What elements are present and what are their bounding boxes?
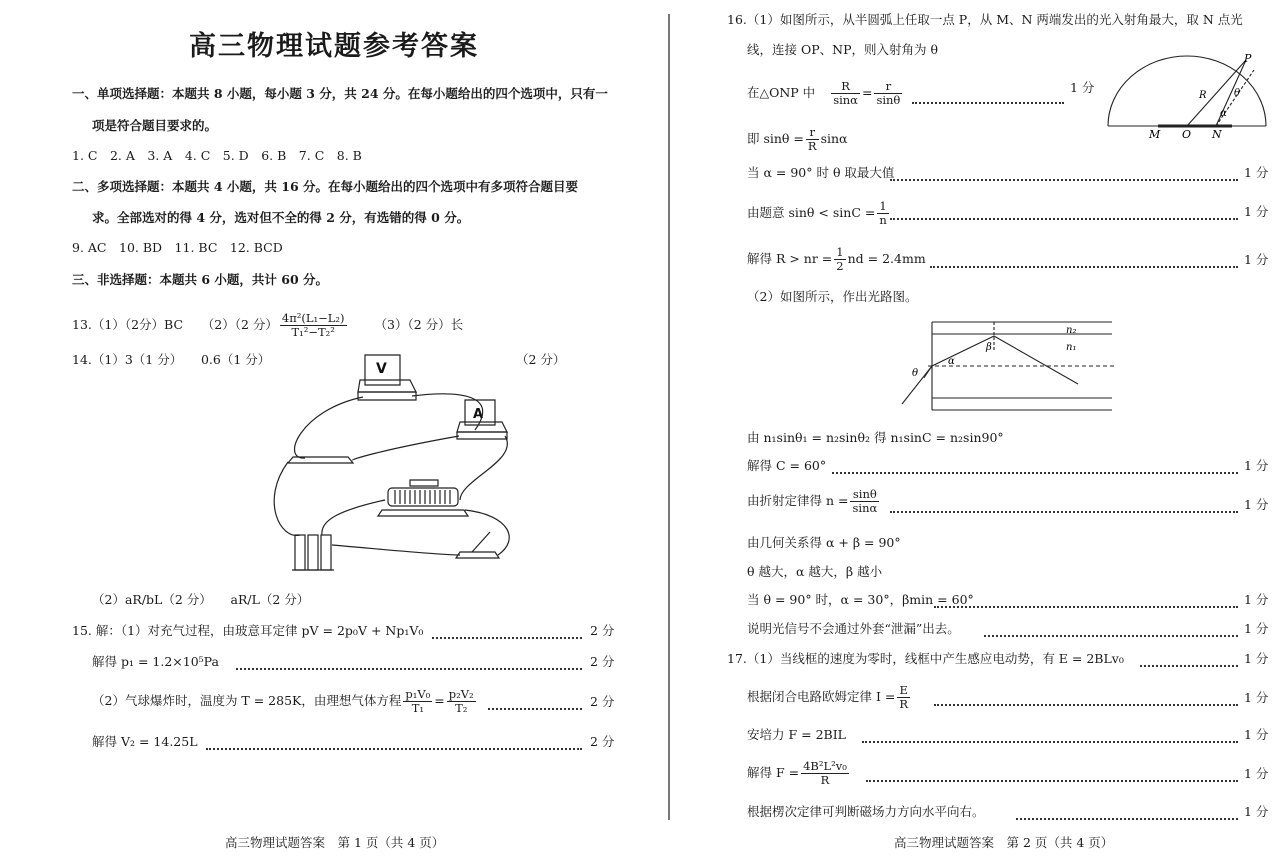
q16-line-4-text: 即 sinθ = — [747, 131, 804, 146]
leader-dots — [1140, 651, 1238, 667]
q16-fraction-5 — [834, 246, 845, 273]
q16-fraction-3-denominator: R — [807, 139, 817, 153]
q16-fraction-6-denominator: sinα — [852, 501, 878, 515]
label-alpha: α — [948, 356, 955, 367]
page-footer: 高三物理试题答案 第 1 页（共 4 页） — [225, 835, 445, 850]
q17-fraction-1 — [897, 684, 910, 711]
q15-line-4: 解得 V₂ = 14.25L — [92, 734, 198, 749]
leader-dots — [930, 252, 1238, 268]
q16-score-1: 1 分 — [1070, 80, 1095, 95]
q16-fraction-2-numerator: r — [874, 80, 902, 94]
leader-dots — [862, 727, 1238, 743]
q16-line-12: 由几何关系得 α + β = 90° — [747, 535, 901, 550]
q15-fraction-2-denominator: T₂ — [455, 701, 468, 715]
q16-fraction-2 — [874, 80, 902, 107]
q15-line-1: 15. 解：（1）对充气过程，由玻意耳定律 pV = 2p₀V + Np₁V₀ — [72, 623, 424, 638]
q16-line-5: 当 α = 90° 时 θ 取最大值 — [747, 165, 895, 180]
q17-line-3: 安培力 F = 2BIL — [747, 727, 846, 742]
incident-segment — [924, 366, 932, 378]
leader-dots — [866, 766, 1238, 782]
q16-fraction-6-numerator: sinθ — [850, 488, 879, 502]
q13-answer — [72, 312, 463, 339]
q16-fraction-6 — [850, 488, 879, 515]
leader-dots — [984, 621, 1238, 637]
q15-fraction-1-denominator: T₁ — [411, 701, 424, 715]
label-r: R — [1199, 90, 1207, 101]
label-beta: β — [986, 342, 992, 353]
leader-dots — [934, 690, 1238, 706]
wire — [274, 462, 300, 535]
section-2-line-1: 二、多项选择题：本题共 4 小题，共 16 分。在每小题给出的四个选项中有多项符合题目要 — [72, 179, 579, 194]
q16-fraction-5-denominator: 2 — [836, 259, 844, 273]
label-theta: θ — [912, 368, 919, 379]
q16-line-14: 当 θ = 90° 时，α = 30°，βmin = 60° — [747, 592, 974, 607]
q16-fraction-1 — [831, 80, 860, 107]
q17-line-4 — [747, 760, 851, 787]
q13-part-a: 13.（1）（2分）BC （2）（2 分） — [72, 317, 278, 332]
q15-score-3: 2 分 — [590, 694, 615, 709]
section-3-header: 三、非选择题：本题共 6 小题，共计 60 分。 — [72, 272, 329, 287]
wire — [353, 436, 459, 460]
leader-dots — [832, 458, 1238, 474]
q16-fraction-3-numerator: r — [806, 126, 819, 140]
q16-line-13: θ 越大，α 越大，β 越小 — [747, 564, 883, 579]
q16-score-2: 1 分 — [1244, 165, 1269, 180]
rheostat-icon — [378, 480, 468, 516]
q16-line-3-text: 在△ONP 中 — [747, 85, 816, 100]
q13-fraction — [280, 312, 347, 339]
q16-fraction-4-denominator: n — [879, 213, 887, 227]
circuit-diagram — [260, 350, 550, 580]
ammeter-label: A — [473, 407, 484, 422]
q16-line-3: 在△ONP 中 $\frac{R}{\sin\alpha}$ = $\frac{r}{\sin\theta}$ — [747, 79, 901, 107]
label-p: P — [1244, 52, 1252, 65]
q17-line-2 — [747, 684, 912, 711]
q16-fraction-5-numerator: 1 — [836, 245, 844, 259]
q17-fraction-2-denominator: R — [820, 773, 830, 787]
leader-dots — [890, 497, 1238, 513]
section-1-answers: 1. C 2. A 3. A 4. C 5. D 6. B 7. C 8. B — [72, 148, 362, 163]
leader-dots — [432, 623, 582, 639]
leader-dots — [488, 694, 582, 710]
q16-line-2: 线，连接 OP、NP，则入射角为 θ — [747, 42, 938, 57]
leader-dots — [890, 204, 1238, 220]
q16-line-6-text: 由题意 sinθ < sinC = — [747, 205, 876, 220]
q14-score: （2 分） — [516, 352, 566, 367]
q16-line-11-text: 由折射定律得 n = — [747, 493, 849, 508]
label-alpha: α — [1220, 108, 1227, 119]
wire — [322, 500, 385, 535]
page-2 — [672, 0, 1283, 861]
q16-line-7 — [747, 246, 926, 273]
q16-fraction-2-denominator: sinθ — [876, 93, 901, 107]
q17-score-3: 1 分 — [1244, 727, 1269, 742]
q17-line-2-text: 根据闭合电路欧姆定律 I = — [747, 689, 896, 704]
q17-line-5: 根据楞次定律可判断磁场力方向水平向右。 — [747, 804, 985, 819]
q13-fraction-numerator: 4π²(L₁−L₂) — [281, 311, 345, 325]
switch-icon — [456, 532, 499, 558]
q15-line-3-text: （2）气球爆炸时，温度为 T = 285K，由理想气体方程 — [92, 693, 402, 708]
wire — [332, 545, 460, 555]
q17-score-4: 1 分 — [1244, 766, 1269, 781]
semicircle-figure — [1104, 50, 1270, 142]
q14-part-2: （2）aR/bL（2 分） aR/L（2 分） — [92, 592, 310, 607]
q15-line-2: 解得 p₁ = 1.2×10⁵Pa — [92, 654, 219, 669]
q15-score-2: 2 分 — [590, 654, 615, 669]
label-n1: n₁ — [1066, 342, 1077, 353]
section-1-line-2: 项是符合题目要求的。 — [92, 118, 218, 133]
resistor-strip-icon — [288, 457, 353, 463]
q16-score-5: 1 分 — [1244, 458, 1269, 473]
label-m: M — [1149, 128, 1161, 141]
q16-score-6: 1 分 — [1244, 497, 1269, 512]
page-divider — [668, 14, 670, 820]
q16-line-11 — [747, 488, 881, 515]
semicircle-arc — [1108, 56, 1266, 126]
wire — [465, 510, 509, 555]
leader-dots — [1016, 804, 1238, 820]
section-1-line-1: 一、单项选择题：本题共 8 小题，每小题 3 分，共 24 分。在每小题给出的四个选项中，只有一 — [72, 86, 608, 101]
q15-fraction-1 — [403, 688, 432, 715]
q17-line-4-text: 解得 F = — [747, 765, 800, 780]
q16-line-10: 解得 C = 60° — [747, 458, 827, 473]
q15-line-3: （2）气球爆炸时，温度为 T = 285K，由理想气体方程 $\frac{\text{p₁V₀}}{\text{T₁}}$ = $\frac{\text{p₂V₂}}{\text{T₂}}$ — [92, 687, 474, 715]
q17-line-1: 17.（1）当线框的速度为零时，线框中产生感应电动势，有 E = 2BLv₀ — [727, 651, 1124, 666]
leader-dots — [934, 592, 1238, 608]
q16-line-6 — [747, 200, 891, 227]
q16-line-9: 由 n₁sinθ₁ = n₂sinθ₂ 得 n₁sinC = n₂sin90° — [747, 430, 1004, 445]
q16-line-15: 说明光信号不会通过外套“泄漏”出去。 — [747, 621, 960, 636]
q15-fraction-2 — [447, 688, 476, 715]
leader-dots — [890, 165, 1238, 181]
q16-fraction-4-numerator: 1 — [877, 200, 888, 214]
q16-line-1: 16.（1）如图所示，从半圆弧上任取一点 P，从 M、N 两端发出的光入射角最大，取 N 点光 — [727, 12, 1243, 27]
q17-score-1: 1 分 — [1244, 651, 1269, 666]
section-2-line-2: 求。全部选对的得 4 分，选对但不全的得 2 分，有选错的得 0 分。 — [92, 210, 470, 225]
leader-dots — [236, 654, 582, 670]
q16-fraction-3 — [806, 126, 819, 153]
q16-line-7-suffix: nd = 2.4mm — [847, 251, 926, 266]
q16-line-7-text: 解得 R > nr = — [747, 251, 833, 266]
leader-dots — [912, 88, 1064, 104]
wire — [460, 436, 507, 500]
q16-line-4-suffix: sinα — [820, 131, 848, 146]
voltmeter-label: V — [376, 361, 387, 377]
q13-fraction-denominator: T₁²−T₂² — [291, 325, 335, 339]
q15-score-1: 2 分 — [590, 623, 615, 638]
q16-fraction-1-denominator: sinα — [833, 93, 858, 107]
q17-score-5: 1 分 — [1244, 804, 1269, 819]
label-n2: n₂ — [1066, 325, 1077, 336]
q16-fraction-4 — [877, 200, 888, 227]
q15-fraction-2-numerator: p₂V₂ — [448, 687, 474, 701]
page-title: 高三物理试题参考答案 — [189, 31, 479, 62]
q14-part-1: 14.（1）3（1 分） 0.6（1 分） — [72, 352, 271, 367]
leader-dots — [206, 734, 582, 750]
q17-fraction-2 — [801, 760, 849, 787]
label-o: O — [1182, 128, 1192, 141]
q16-score-3: 1 分 — [1244, 204, 1269, 219]
wire — [295, 397, 363, 458]
q16-line-8: （2）如图所示，作出光路图。 — [747, 289, 918, 304]
q16-score-8: 1 分 — [1244, 621, 1269, 636]
q17-score-2: 1 分 — [1244, 690, 1269, 705]
q17-fraction-2-numerator: 4B²L²v₀ — [803, 759, 847, 773]
q17-fraction-1-numerator: E — [897, 684, 910, 698]
q15-fraction-1-numerator: p₁V₀ — [405, 687, 431, 701]
page-footer: 高三物理试题答案 第 2 页（共 4 页） — [894, 835, 1114, 850]
voltmeter-icon — [358, 355, 416, 400]
label-theta: θ — [1234, 88, 1241, 99]
q13-part-b: （3）（2 分）长 — [374, 317, 464, 332]
light-path-figure — [898, 318, 1118, 414]
q17-fraction-1-denominator: R — [899, 697, 909, 711]
q16-fraction-1-numerator: R — [831, 80, 860, 94]
q16-score-7: 1 分 — [1244, 592, 1269, 607]
label-n: N — [1212, 128, 1222, 141]
q16-line-4 — [747, 126, 848, 153]
battery-icon — [292, 535, 334, 570]
q16-score-4: 1 分 — [1244, 252, 1269, 267]
section-2-answers: 9. AC 10. BD 11. BC 12. BCD — [72, 240, 283, 255]
q15-score-4: 2 分 — [590, 734, 615, 749]
